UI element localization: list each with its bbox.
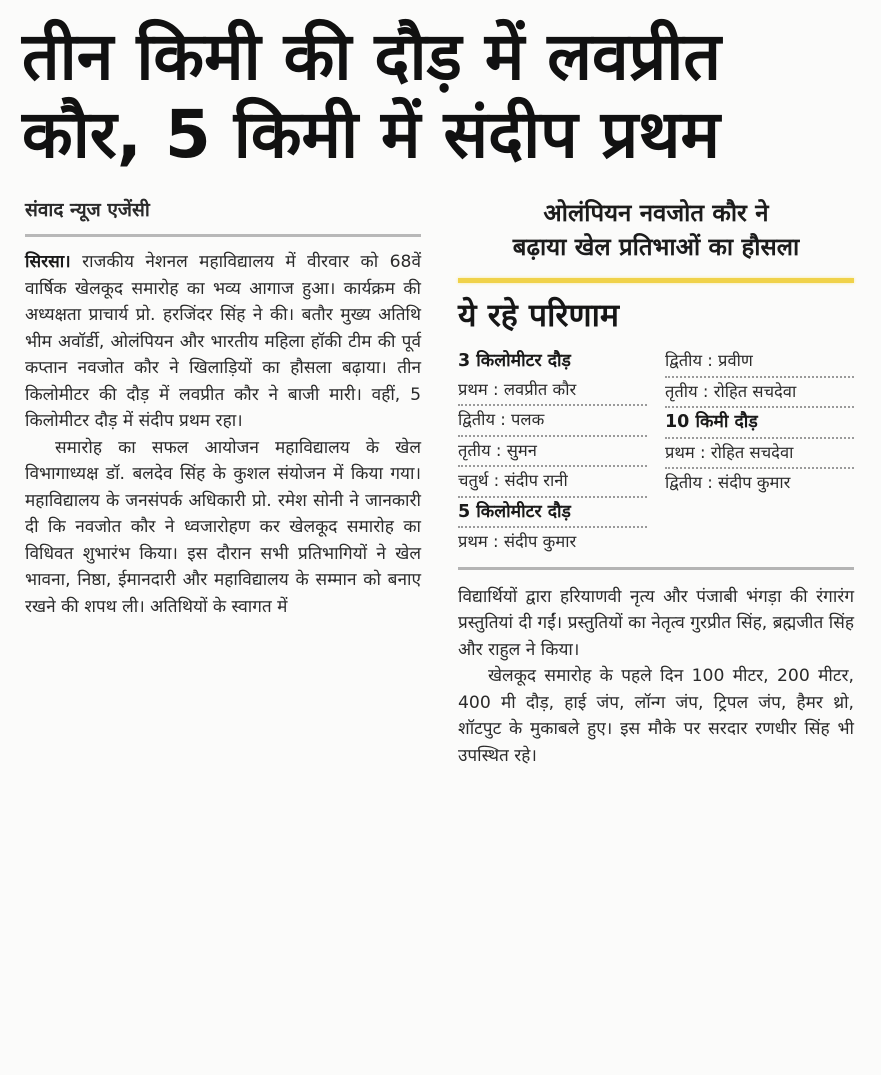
result-entry: चतुर्थ : संदीप रानी [458, 467, 647, 498]
byline: संवाद न्यूज एजेंसी [25, 196, 421, 237]
result-event-heading: 10 किमी दौड़ [665, 408, 854, 439]
subhead-line-2: बढ़ाया खेल प्रतिभाओं का हौसला [512, 233, 800, 261]
right-column [458, 196, 854, 769]
result-entry: द्वितीय : प्रवीण [665, 347, 854, 378]
results-table [458, 347, 854, 557]
result-entry: तृतीय : सुमन [458, 437, 647, 468]
headline [22, 18, 867, 174]
accent-divider [458, 278, 854, 283]
result-entry: प्रथम : लवप्रीत कौर [458, 376, 647, 407]
result-entry: द्वितीय : संदीप कुमार [665, 473, 791, 492]
results-column-left [458, 347, 647, 557]
paragraph-2: समारोह का सफल आयोजन महाविद्यालय के खेल विभागाध्यक्ष डॉ. बलदेव सिंह के कुशल संयोजन में किया गया। महाविद्यालय के जनसंपर्क अधिकारी प्रो. रमेश सोनी ने जानकारी दी कि नवजोत कौर ने ध्वजारोहण कर खेलकूद समारोह का विधिवत शुभारंभ किया। इस दौरान सभी प्रतिभागियों ने खेल भावना, निष्ठा, ईमानदारी और महाविद्यालय के सम्मान को बनाए रखने की शपथ ली। अतिथियों के स्वागत में [25, 437, 421, 617]
results-column-right [665, 347, 854, 557]
result-entry: प्रथम : संदीप कुमार [458, 532, 577, 551]
result-event-heading: 3 किलोमीटर दौड़ [458, 351, 571, 371]
dateline: सिरसा। [25, 252, 71, 272]
article-body-left [25, 249, 421, 620]
paragraph-4: खेलकूद समारोह के पहले दिन 100 मीटर, 200 मीटर, 400 मी दौड़, हाई जंप, लॉन्ग जंप, ट्रिपल जंप, हैमर थ्रो, शॉटपुट के मुकाबले हुए। इस मौके पर सरदार रणधीर सिंह भी उपस्थित रहे। [458, 666, 854, 766]
subhead-line-1: ओलंपियन नवजोत कौर ने [543, 199, 769, 227]
headline-line-1: तीन किमी की दौड़ में लवप्रीत [22, 18, 721, 95]
results-divider [458, 567, 854, 570]
left-column [25, 196, 421, 620]
result-entry: द्वितीय : पलक [458, 406, 647, 437]
result-event-heading: 5 किलोमीटर दौड़ [458, 498, 647, 529]
result-entry: तृतीय : रोहित सचदेवा [665, 378, 854, 409]
paragraph-1 [25, 249, 421, 435]
paragraph-1-text: राजकीय नेशनल महाविद्यालय में वीरवार को 68वें वार्षिक खेलकूद समारोह का भव्य आगाज हुआ। कार्यक्रम की अध्यक्षता प्राचार्य प्रो. हरजिंदर सिंह ने की। बतौर मुख्य अतिथि भीम अवॉर्डी, ओलंपियन और भारतीय महिला हॉकी टीम की पूर्व कप्तान नवजोत कौर ने खिलाड़ियों का हौसला बढ़ाया। तीन किलोमीटर की दौड़ में लवप्रीत कौर ने बाजी मारी। वहीं, 5 किलोमीटर दौड़ में संदीप प्रथम रहा। [25, 252, 421, 431]
paragraph-3: विद्यार्थियों द्वारा हरियाणवी नृत्य और पंजाबी भंगड़ा की रंगारंग प्रस्तुतियां दी गईं। प्रस्तुतियों का नेतृत्व गुरप्रीत सिंह, ब्रह्मजीत सिंह और राहुल ने किया। [458, 586, 854, 660]
article-body-right [458, 584, 854, 770]
result-entry: प्रथम : रोहित सचदेवा [665, 439, 854, 470]
headline-line-2: कौर, 5 किमी में संदीप प्रथम [22, 96, 720, 173]
results-title: ये रहे परिणाम [458, 296, 620, 334]
